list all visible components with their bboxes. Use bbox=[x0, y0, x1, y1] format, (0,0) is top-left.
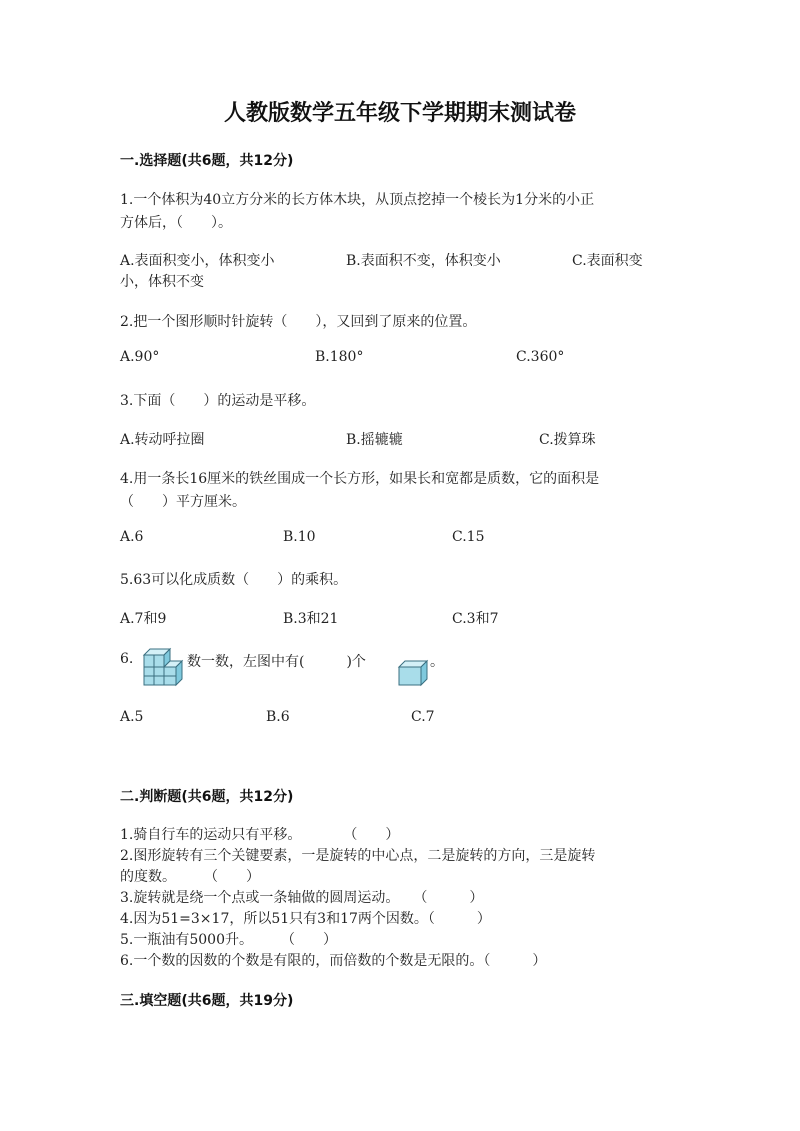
q6-number: 6. bbox=[120, 651, 134, 667]
q1-stem-line2: 方体后，（ ）。 bbox=[120, 215, 232, 231]
q1-option-a: A.表面积变小，体积变小 bbox=[120, 253, 275, 269]
q2-option-c: C.360° bbox=[516, 349, 565, 365]
q3-stem: 3.下面（ ）的运动是平移。 bbox=[120, 393, 316, 409]
q1-option-c-line2: 小，体积不变 bbox=[120, 274, 204, 290]
q1-option-c-line1: C.表面积变 bbox=[572, 253, 643, 269]
cube-stack-icon bbox=[140, 647, 186, 689]
q1-stem-line1: 1.一个体积为40立方分米的长方体木块，从顶点挖掉一个棱长为1分米的小正 bbox=[120, 192, 595, 208]
section-heading-fill: 三.填空题(共6题，共19分) bbox=[120, 993, 294, 1009]
q5-option-a: A.7和9 bbox=[120, 611, 167, 627]
q3-option-b: B.摇辘辘 bbox=[346, 432, 403, 448]
judge-q5: 5.一瓶油有5000升。 （ ） bbox=[120, 932, 337, 948]
q4-stem-line2: （ ）平方厘米。 bbox=[120, 494, 246, 510]
judge-q1: 1.骑自行车的运动只有平移。 （ ） bbox=[120, 827, 400, 843]
judge-q2-line2: 的度数。 （ ） bbox=[120, 869, 260, 885]
judge-q4: 4.因为51=3×17，所以51只有3和17两个因数。（ ） bbox=[120, 911, 491, 927]
q4-option-b: B.10 bbox=[283, 529, 316, 545]
q4-option-c: C.15 bbox=[452, 529, 485, 545]
section-heading-choice: 一.选择题(共6题，共12分) bbox=[120, 153, 294, 169]
unit-cube-icon bbox=[397, 659, 429, 687]
judge-q6: 6.一个数的因数的个数是有限的，而倍数的个数是无限的。（ ） bbox=[120, 953, 547, 969]
q4-stem-line1: 4.用一条长16厘米的铁丝围成一个长方形，如果长和宽都是质数，它的面积是 bbox=[120, 471, 600, 487]
q6-option-c: C.7 bbox=[411, 709, 435, 725]
q5-option-b: B.3和21 bbox=[283, 611, 339, 627]
q2-option-b: B.180° bbox=[315, 349, 364, 365]
q5-stem: 5.63可以化成质数（ ）的乘积。 bbox=[120, 572, 348, 588]
q2-stem: 2.把一个图形顺时针旋转（ ），又回到了原来的位置。 bbox=[120, 314, 477, 330]
q2-option-a: A.90° bbox=[120, 349, 160, 365]
judge-q3: 3.旋转就是绕一个点或一条轴做的圆周运动。 （ ） bbox=[120, 890, 484, 906]
section-heading-judgement: 二.判断题(共6题，共12分) bbox=[120, 789, 294, 805]
q6-stem-text: 数一数，左图中有( )个 bbox=[187, 654, 366, 670]
q1-option-b: B.表面积不变，体积变小 bbox=[346, 253, 501, 269]
judge-q2-line1: 2.图形旋转有三个关键要素，一是旋转的中心点，二是旋转的方向，三是旋转 bbox=[120, 848, 596, 864]
q3-option-c: C.拨算珠 bbox=[539, 432, 596, 448]
exam-title: 人教版数学五年级下学期期末测试卷 bbox=[223, 101, 576, 126]
q6-option-b: B.6 bbox=[266, 709, 290, 725]
q6-option-a: A.5 bbox=[120, 709, 144, 725]
q4-option-a: A.6 bbox=[120, 529, 144, 545]
q3-option-a: A.转动呼拉圈 bbox=[120, 432, 205, 448]
q6-stem-end: 。 bbox=[430, 654, 444, 670]
q5-option-c: C.3和7 bbox=[452, 611, 499, 627]
